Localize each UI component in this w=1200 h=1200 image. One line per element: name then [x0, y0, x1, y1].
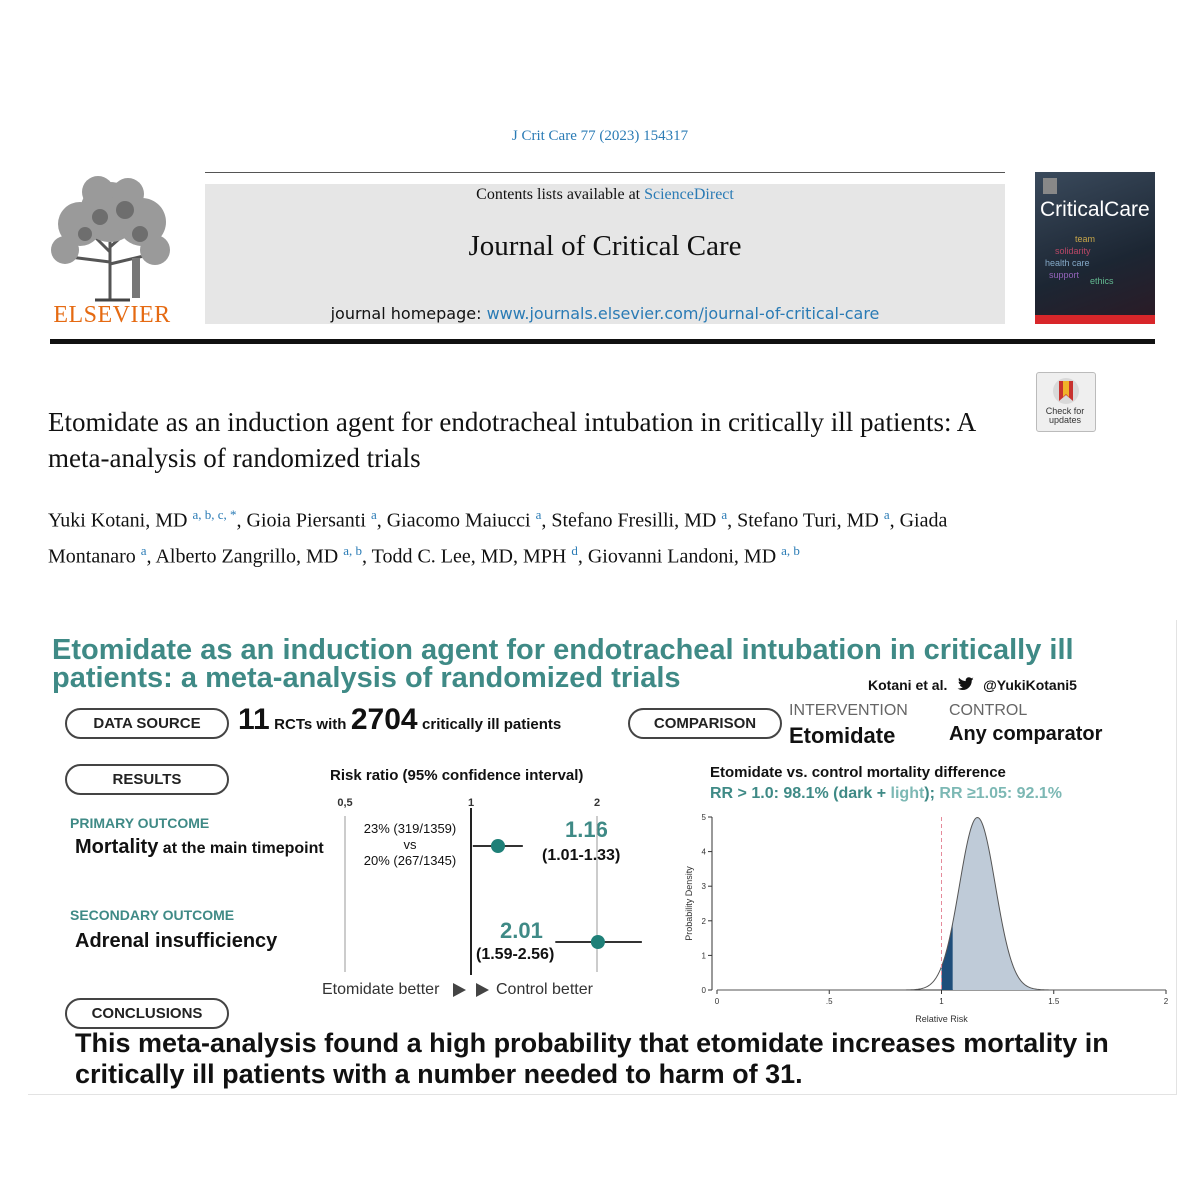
control-value: Any comparator	[949, 723, 1103, 745]
detail-vs: vs	[403, 837, 417, 852]
author-affiliation[interactable]: a, b	[343, 542, 362, 558]
article-title: Etomidate as an induction agent for endotracheal intubation in critically ill patients: A meta-analysis of randomized trials	[48, 407, 975, 473]
subtitle-part-a: RR > 1.0: 98.1% (dark +	[710, 785, 891, 802]
rct-text: RCTs with	[274, 716, 347, 733]
conclusion-text: This meta-analysis found a high probability that etomidate increases mortality in critically ill patients with a number needed to harm of 31.	[75, 1028, 1109, 1089]
twitter-handle[interactable]: @YukiKotani5	[983, 677, 1077, 693]
forest-point	[491, 839, 505, 853]
primary-ci: (1.01-1.33)	[542, 847, 621, 864]
author-affiliation[interactable]: a, b	[781, 542, 800, 558]
etomidate-better-label: Etomidate better	[322, 981, 440, 998]
author-name: Todd C. Lee, MD, MPH	[371, 545, 572, 568]
author-separator: ,	[146, 545, 156, 568]
patient-text: critically ill patients	[422, 716, 562, 733]
y-tick-label: 0	[701, 986, 706, 995]
author-affiliation[interactable]: a	[721, 507, 728, 522]
x-tick-label: 2	[1163, 997, 1169, 1006]
forest-tick-label: 0,5	[337, 797, 353, 809]
forest-tick-label: 2	[593, 797, 601, 809]
subtitle-part-d: RR ≥1.05: 92.1%	[939, 785, 1063, 802]
author-name: Alberto Zangrillo, MD	[155, 545, 344, 568]
x-tick-label: 0	[714, 997, 720, 1006]
forest-title: Risk ratio (95% confidence interval)	[330, 767, 584, 784]
results-pill: RESULTS	[65, 764, 229, 795]
homepage-link[interactable]: www.journals.elsevier.com/journal-of-critical-care	[486, 304, 880, 323]
control-label: CONTROL	[949, 702, 1028, 719]
intervention-value: Etomidate	[789, 723, 896, 748]
comparison-pill: COMPARISON	[628, 708, 782, 739]
y-tick-label: 1	[701, 951, 706, 961]
subtitle-part-c: );	[924, 785, 940, 802]
conclusions-pill: CONCLUSIONS	[65, 998, 229, 1029]
homepage-prefix: journal homepage:	[330, 304, 487, 323]
x-tick-label: 1.5	[1048, 997, 1060, 1006]
y-tick-label: 3	[701, 882, 706, 892]
author-separator: ,	[577, 545, 588, 568]
forest-tick-label: 1	[467, 797, 475, 809]
intervention-label: INTERVENTION	[789, 702, 908, 719]
svg-text:support: support	[1049, 270, 1080, 280]
svg-text:ethics: ethics	[1090, 276, 1114, 286]
cover-title: CriticalCare	[1040, 198, 1150, 221]
journal-name: Journal of Critical Care	[468, 230, 742, 262]
author-separator: ,	[889, 509, 900, 532]
author-name: Stefano Turi, MD	[737, 509, 884, 532]
x-axis-label: Relative Risk	[915, 1014, 968, 1024]
contents-prefix: Contents lists available at	[476, 186, 645, 203]
svg-text:health care: health care	[1045, 258, 1090, 268]
author-name: Giacomo Maiucci	[386, 509, 536, 532]
author-affiliation[interactable]: a	[883, 507, 890, 522]
check-for-updates-label: Check for updates	[1045, 406, 1085, 425]
x-tick-label: 1	[939, 997, 944, 1006]
y-axis-label: Probability Density	[684, 866, 694, 941]
left-arrow-icon	[453, 983, 466, 997]
author-separator: ,	[541, 509, 552, 532]
publisher-name: ELSEVIER	[53, 302, 171, 328]
patient-count: 2704	[350, 703, 418, 736]
svg-text:solidarity: solidarity	[1055, 246, 1091, 256]
data-source-pill: DATA SOURCE	[65, 708, 229, 739]
author-separator: ,	[376, 509, 387, 532]
y-tick-label: 4	[701, 847, 706, 857]
x-tick-label: .5	[825, 997, 833, 1006]
author-name: Gioia Piersanti	[246, 509, 371, 532]
right-arrow-icon	[476, 983, 489, 997]
control-better-label: Control better	[496, 981, 593, 998]
author-name: Stefano Fresilli, MD	[551, 509, 722, 532]
primary-rr: 1.16	[565, 817, 608, 842]
author-name: Giovanni Landoni, MD	[587, 545, 782, 568]
detail-etomidate: 23% (319/1359)	[363, 821, 457, 836]
detail-control: 20% (267/1345)	[363, 853, 457, 868]
rct-count: 11	[238, 703, 270, 736]
secondary-rr: 2.01	[500, 918, 543, 943]
author-separator: ,	[236, 509, 247, 532]
author-name: Giada Montanaro	[48, 509, 948, 568]
author-affiliation[interactable]: a	[370, 507, 377, 522]
byline-authors: Kotani et al.	[868, 677, 948, 693]
author-affiliation[interactable]: a	[140, 542, 147, 558]
light-shaded-area	[953, 817, 1076, 990]
subtitle-part-b: light	[890, 785, 925, 802]
density-chart	[680, 800, 1180, 1030]
density-title: Etomidate vs. control mortality difference	[710, 764, 1006, 781]
primary-outcome-rest: at the main timepoint	[158, 840, 324, 857]
y-tick-label: 5	[701, 813, 706, 822]
author-affiliation[interactable]: d	[571, 542, 578, 558]
secondary-outcome-group: SECONDARY OUTCOME	[70, 907, 235, 923]
journal-citation[interactable]: J Crit Care 77 (2023) 154317	[511, 128, 689, 144]
author-separator: ,	[361, 545, 372, 568]
forest-point	[591, 935, 605, 949]
graphical-abstract-title: Etomidate as an induction agent for endotracheal intubation in critically ill patients: a meta-analysis of randomized trials	[52, 634, 1074, 694]
primary-outcome-bold: Mortality	[75, 836, 159, 858]
secondary-outcome-name: Adrenal insufficiency	[75, 930, 278, 952]
y-tick-label: 2	[701, 916, 706, 926]
author-affiliation[interactable]: a	[535, 507, 542, 522]
primary-outcome-group: PRIMARY OUTCOME	[70, 815, 210, 831]
svg-text:team: team	[1075, 234, 1096, 244]
author-affiliation[interactable]: a, b, c, *	[192, 507, 237, 522]
secondary-ci: (1.59-2.56)	[476, 946, 555, 963]
sciencedirect-link[interactable]: ScienceDirect	[644, 186, 734, 203]
author-separator: ,	[727, 509, 738, 532]
author-name: Yuki Kotani, MD	[48, 509, 193, 532]
